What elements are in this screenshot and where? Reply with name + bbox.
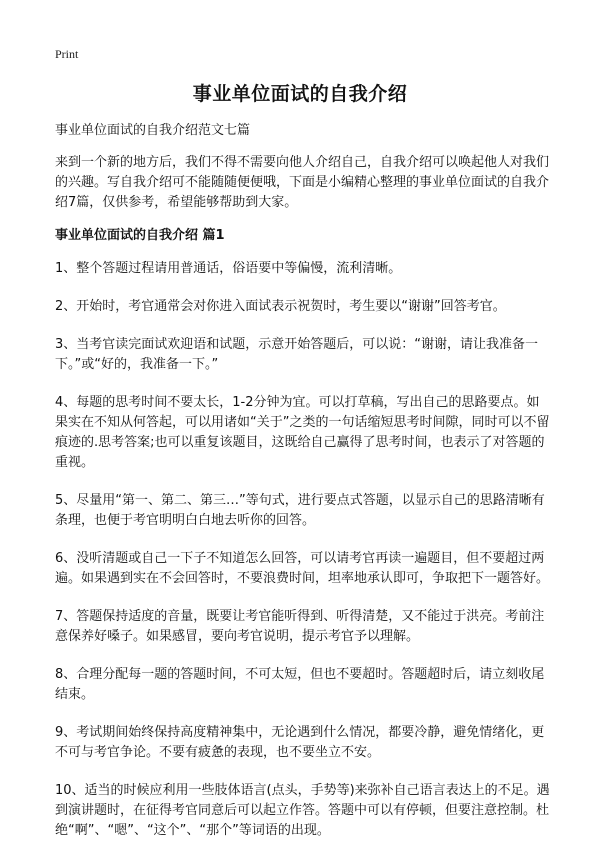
list-item: 1、整个答题过程请用普通话，俗语要中等偏慢，流利清晰。 <box>55 261 402 276</box>
list-item: 9、考试期间始终保持高度精神集中，无论遇到什么情况，都要冷静，避免情绪化，更不可与考官争论。不要有疲惫的表现，也不要坐立不安。 <box>55 725 545 760</box>
document-body <box>55 121 552 859</box>
list-item: 8、合理分配每一题的答题时间，不可太短，但也不要超时。答题超时后，请立刻收尾结束。 <box>55 667 545 702</box>
list-item: 4、每题的思考时间不要太长，1-2分钟为宜。可以打草稿，写出自己的思路要点。如果实在不知从何答起，可以用诸如“关于”之类的一句话缩短思考时间隙，同时可以不留痕迹的.思考答案;也可以重复该题目，这既给自己赢得了思考时间，也表示了对答题的重视。 <box>55 395 550 470</box>
document-subtitle: 事业单位面试的自我介绍范文七篇 <box>55 123 251 138</box>
page-title: 事业单位面试的自我介绍 <box>192 83 408 105</box>
list-item: 10、适当的时候应利用一些肢体语言(点头，手势等)来弥补自己语言表达上的不足。遇到演讲题时，在征得考官同意后可以起立作答。答题中可以有停顿，但要注意控制。杜绝“啊”、“嗯”、“这个”、“那个”等词语的出现。 <box>55 783 550 838</box>
list-item: 5、尽量用“第一、第二、第三…”等句式，进行要点式答题，以显示自己的思路清晰有条理，也便于考官明明白白地去听你的回答。 <box>55 493 545 528</box>
section-heading: 事业单位面试的自我介绍 篇1 <box>55 228 225 243</box>
list-item: 7、答题保持适度的音量，既要让考官能听得到、听得清楚，又不能过于洪亮。考前注意保养好嗓子。如果感冒，要向考官说明，提示考官予以理解。 <box>55 609 545 644</box>
list-item: 3、当考官读完面试欢迎语和试题，示意开始答题后，可以说：“谢谢，请让我准备一下。”或“好的，我准备一下。” <box>55 337 539 372</box>
print-link[interactable]: Print <box>55 47 79 61</box>
list-item: 2、开始时，考官通常会对你进入面试表示祝贺时，考生要以“谢谢”回答考官。 <box>55 299 506 314</box>
intro-paragraph: 来到一个新的地方后，我们不得不需要向他人介绍自己，自我介绍可以唤起他人对我们的兴趣。写自我介绍可不能随随便便哦，下面是小编精心整理的事业单位面试的自我介绍7篇，仅供参考，希望能够帮助到大家。 <box>55 155 550 210</box>
list-item: 6、没听清题或自己一下子不知道怎么回答，可以请考官再读一遍题目，但不要超过两遍。如果遇到实在不会回答时，不要浪费时间，坦率地承认即可，争取把下一题答好。 <box>55 551 550 586</box>
